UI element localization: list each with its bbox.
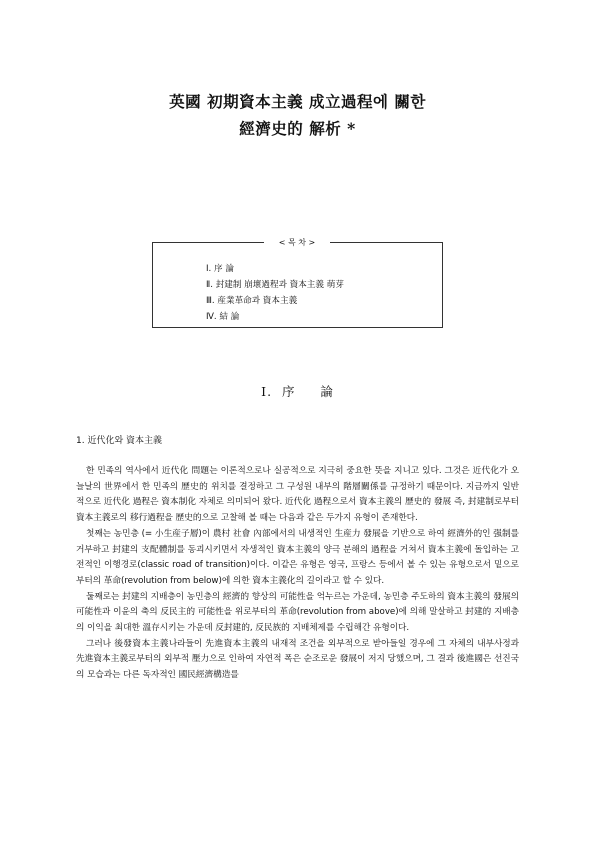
toc-item: Ⅱ. 封建制 崩壞過程과 資本主義 萌芽 — [206, 280, 344, 290]
paper-title-line1: 英國 初期資本主義 成立過程에 關한 — [169, 92, 426, 111]
paragraph: 한 민족의 역사에서 近代化 問題는 이론적으로나 실공적으로 지극히 중요한 뜻을 지니고 있다. 그것은 近代化가 오늘날의 世界에서 한 민족의 歷史的 위치를 결정하고 그 구성원 내부의 階層關係를 규정하기 때문이다. 지금까지 일반적으로 近代化 過程은 資本制化 자체로 의미되어 왔다. 近代化 過程으로서 資本主義의 歷史的 發展 즉, 封建制로부터 資本主義로의 移行過程을 歷史的으로 고찰해 볼 때는 다음과 같은 두가지 유형이 존재한다. — [76, 466, 519, 524]
toc-item: Ⅲ. 産業革命과 資本主義 — [206, 296, 298, 306]
paragraph: 그러나 後發資本主義나라들이 先進資本主義의 내재적 조건을 외부적으로 받아들일 경우에 그 자체의 내부사정과 先進資本主義로부터의 외부적 壓力으로 인하여 자연적 폭은 순조로운 發展이 저지 당했으며, 그 결과 後進國은 선진국의 모습과는 다른 독자적인 國民經濟構造를 — [76, 638, 519, 681]
toc-list — [206, 261, 344, 325]
subsection-heading: 1. 近代化와 資本主義 — [76, 436, 163, 446]
toc-item: Ⅰ. 序 論 — [206, 264, 234, 274]
paragraph: 둘째로는 封建의 지배층이 농민층의 經濟的 향상의 可能性을 억누르는 가운데, 농민층 주도하의 資本主義의 發展의 可能性과 이윤의 축의 反民主的 可能性을 위로부터의 革命(revolution from above)에 의해 말살하고 封建的 지배층의 이익을 최대한 溫存시키는 가운데 反封建的, 反民族的 지배체제를 수립해간 유형이다. — [76, 591, 519, 634]
paper-title-line2: 經濟史的 解析 * — [239, 119, 356, 138]
paragraph: 첫째는 농민층 (= 小生産子層)이 農村 社會 內部에서의 내생적인 生産力 發展을 기반으로 하여 經濟外的인 强制를 거부하고 封建의 支配體制를 동괴시키면서 자생적인 資本主義의 양극 분해의 過程을 거쳐서 資本主義에 돌입하는 고전적인 이행경로(classic road of transition)이다. 이같은 유형은 영국, 프랑스 등에서 볼 수 있는 유형으로서 밑으로부터의 革命(revolution from below)에 의한 資本主義化의 길이라고 할 수 있다. — [76, 528, 519, 586]
section-title: Ⅰ. 序 論 — [261, 384, 334, 399]
toc-item: Ⅳ. 結 論 — [206, 312, 240, 322]
body-text — [76, 464, 519, 684]
toc-heading: < 목 차 > — [264, 236, 330, 250]
